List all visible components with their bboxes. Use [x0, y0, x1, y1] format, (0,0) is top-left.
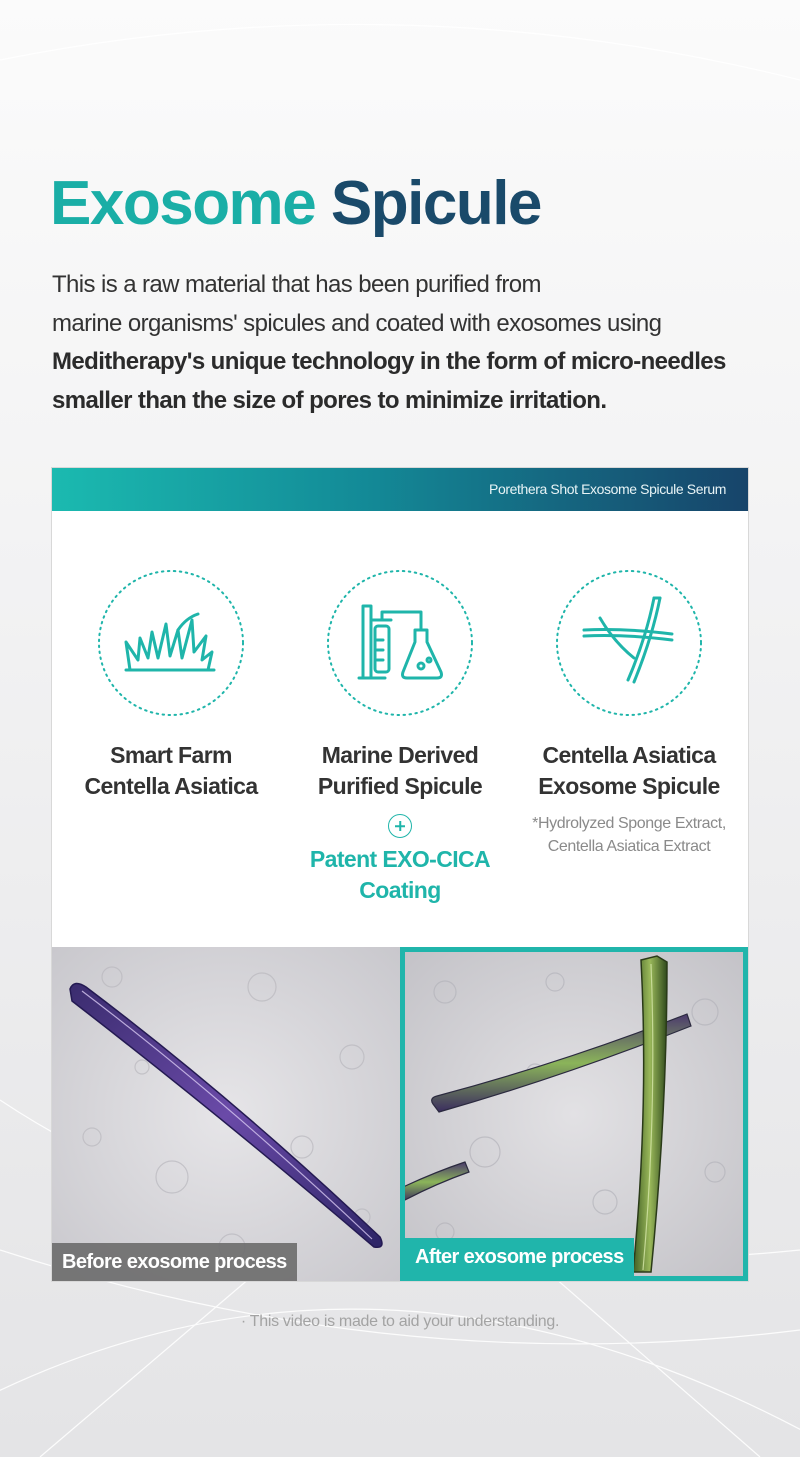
lab-flask-icon [325, 568, 475, 718]
before-process-image [52, 947, 400, 1281]
after-process-label: After exosome process [405, 1238, 634, 1276]
intro-line-4: smaller than the size of pores to minimize irritation. [52, 386, 607, 414]
intro-line-1: This is a raw material that has been purified from [52, 271, 541, 298]
ingredient-footnote: *Hydrolyzed Sponge Extract, Centella Asiatica Extract [532, 815, 726, 855]
intro-text [52, 266, 772, 420]
intro-line-3: Meditherapy's unique technology in the form of micro-needles [52, 348, 726, 375]
feature-smart-farm [56, 568, 286, 802]
disclaimer-text: · This video is made to aid your understanding. [240, 1313, 560, 1330]
intro-line-2: marine organisms' spicules and coated with exosomes using [52, 309, 662, 337]
feature-name: Smart Farm Centella Asiatica [84, 742, 258, 799]
plus-icon [388, 814, 412, 838]
card-header-bar [52, 468, 748, 511]
before-process-label: Before exosome process [52, 1243, 297, 1281]
ingredient-card [51, 467, 749, 1282]
spicule-icon [554, 568, 704, 718]
feature-exosome-spicule [514, 568, 744, 858]
grass-icon [96, 568, 246, 718]
after-process-image [400, 947, 748, 1281]
page-title [50, 168, 541, 240]
patent-coating-label: Patent EXO-CICA Coating [309, 846, 491, 903]
product-name-label: Porethera Shot Exosome Spicule Serum [489, 481, 726, 497]
feature-name: Centella Asiatica Exosome Spicule [538, 742, 720, 799]
title-word-spicule: Spicule [330, 169, 541, 238]
feature-name: Marine Derived Purified Spicule [317, 742, 483, 799]
title-word-exosome: Exosome [50, 169, 316, 238]
feature-marine-spicule [285, 568, 515, 906]
